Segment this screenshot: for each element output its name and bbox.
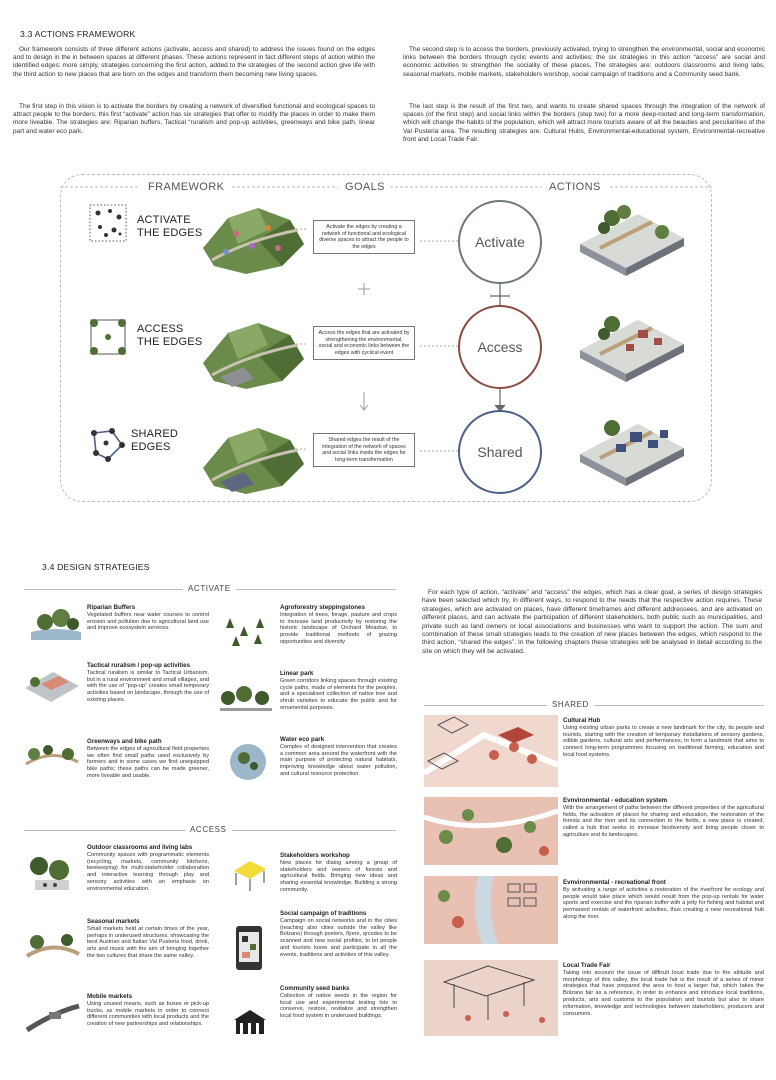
strategy-tactical-ruralism: Tactical ruralism / pop-up activities Tactical ruralism is similar to Tactical Urbanism, but in a rural environment and small villages, and with the use of “pop-up” creates small temporary activities based on landscape, through the use of existing places. bbox=[87, 662, 209, 704]
terrain-map-access bbox=[198, 315, 308, 393]
col-framework-heading: FRAMEWORK bbox=[148, 181, 225, 193]
strategy-outdoor-classrooms: Outdoor classrooms and living labs Community spaces with programmatic elements (recycling, markets, community kitchens, beekeeping) for multi-stakeholder collaboration and interactive learning through play and sensory activities with an emphasis on environmental education. bbox=[87, 844, 209, 893]
design-strategies-intro: For each type of action, “activate” and “access” the edges, which has a clear goal, a series of design strategies have been selected which try, in different ways, to respond to the needs that the respective action requires. These strategies, which are activated on places, have different timeframes and different addressees, and are activated on different places, and can activate the participation of different stakeholders, both public such as municipalities, and private such as land owners or local associations and businesses who want to support the action. The sum and combination of these small strategies leads to the creation of new places between the edges, which respond to the third action, “shared the edges”. In the following chapters these strategies will be analysed in detail according to the site on which they will be activated. bbox=[422, 589, 762, 655]
terrain-map-activate bbox=[198, 200, 308, 278]
strategy-seed-banks: Community seed banks Collection of native seeds in the region for local use and experimental testing lots to conserve, restore, revitalize and strengthen local food system in underused buildings. bbox=[280, 985, 397, 1020]
outdoor-classroom-icon bbox=[25, 852, 81, 896]
recreational-front-image bbox=[424, 876, 558, 944]
section-33-para2: The first step in this vision is to activate the borders by creating a network of diversified functional and ecological spaces to attract people to the borders; this first “activate” action has six strategies that offer to modify the places in order to make them more liveable. The strategies are: Riparian buffers, Tactical “ruralism and pop-up activities, greenways and bike path, linear part and water eco park. bbox=[13, 103, 375, 135]
row3-label: SHARED EDGES bbox=[131, 428, 179, 453]
strategy-recreational-front: Evnvironmental - recreational front By activating a range of activities a restoration of the riverfront for ecology and people would take place which would result from the pop-up rentals for water sports and exercise and the riparian buffer with a jetty for fishing and habitat and permanent rentals of waterfront activities, thus creating a new recreational hub along the river. bbox=[563, 879, 764, 921]
row1-label: ACTIVATE THE EDGES bbox=[137, 214, 203, 239]
col-goals-heading: GOALS bbox=[345, 181, 385, 193]
strategy-cultural-hub: Cultural Hub Using existing urban parks to create a new landmark for the city, its people and tourists, starting with the creation of temporary installations of sensory gardens, edible gardens, cultural arts and performances, to form a landmark that aims to connect long-term programmes focusing on traditional farming, education and local food systems. bbox=[563, 717, 764, 759]
local-trade-fair-image bbox=[424, 960, 558, 1036]
row2-label: ACCESS THE EDGES bbox=[137, 323, 203, 348]
agroforestry-icon bbox=[218, 614, 274, 650]
section-33-para1: Our framework consists of three different actions (activate, access and shared) to address the issues found on the edges and to design in the in between spaces at different phases. These actions represent in fact different steps of action within the identified edges: more simply, strategies concerning the first action, added to the strategies of the second action give life with the third action to new places that are born on the edges and transform them becoming new living spaces. bbox=[13, 46, 375, 78]
action-access-circle: Access bbox=[458, 305, 542, 389]
goal-access: Access the edges that are activated by strengthening the environmental, social and economic links between the edges with cyclical event bbox=[313, 326, 415, 360]
section-33-title: 3.3 ACTIONS FRAMEWORK bbox=[20, 29, 136, 39]
stakeholders-workshop-icon bbox=[228, 853, 272, 893]
strategy-greenways: Greenways and bike path Between the edges of agricultural field properties we often find small paths used exclusively by farmers and in some cases we find unequipped bike paths; these paths can be made greener, more liveable and usable. bbox=[87, 738, 209, 780]
section-33-para4: The last step is the result of the first two, and wants to create shared spaces through the integration of the network of spaces (of the first step) and social links within the borders (step two) for a more deep-rooted and long-term transformation, which will change the habits of the population, which will attract more tourists aware of all the beauties and peculiarities of the Val Pusteria area. The resulting strategies are: Cultural Hubs, Environmental-educational system, Environmental-recreative front and Local Trade Fair. bbox=[403, 103, 765, 143]
activate-heading: ACTIVATE bbox=[183, 584, 236, 593]
linear-park-icon bbox=[218, 684, 274, 716]
strategy-environmental-education: Evnvironmental - education system With the arrangement of paths between the different properties of the agricultural fields, the activation of places for sharing and education, the restoration of the forests and the river and its connection to the fields, a new place is created, called a hub that seeks to increase biodiversity and bring people closer to agriculture and its landscapes. bbox=[563, 797, 764, 839]
cultural-hub-image bbox=[424, 715, 558, 787]
terrain-map-shared bbox=[198, 420, 308, 498]
strategy-seasonal-markets: Seasonal markets Small markets held at certain times of the year, perhaps in underused structures, showcasing the best Austrian and Italian Val Pusteria food, drink, arts and music with the aim of bringing together the two cultures that share the same valley. bbox=[87, 918, 209, 960]
col-actions-heading: ACTIONS bbox=[549, 181, 601, 193]
network-icon-2 bbox=[88, 317, 128, 357]
strategy-agroforestry: Agroforestry steppingstones Integration of trees, forage, pasture and crops to increase land productivity by restoring the historic landscape of Orchard Meadow, to provide traditional methods of grazing opportunities and diversity bbox=[280, 604, 397, 646]
social-campaign-icon bbox=[232, 924, 268, 972]
iso-block-shared bbox=[576, 406, 688, 488]
strategy-mobile-markets: Mobile markets Using unused means, such as buses or pick-up trucks, as mobile markets in order to connect different communities with local products and the creation of new partnerships and relationships. bbox=[87, 993, 209, 1028]
water-eco-park-icon bbox=[228, 742, 268, 782]
strategy-social-campaign: Social campaign of traditions Campaign on social networks and in the cities (reaching also cities outside the valley like Bolzano) through posters, flyers, qrcodes to be scanned and new social profiles, to let people and tourists know and participate in all the events, traditions and activities of this valley. bbox=[280, 910, 397, 959]
seed-bank-icon bbox=[230, 1008, 270, 1038]
shared-heading: SHARED bbox=[547, 700, 594, 709]
network-icon-1 bbox=[88, 203, 128, 243]
section-33-para3: The second step is to access the borders, previously activated, trying to strengthen the environmental, social and economic links between the borders through cyclic events and activities; the six strategies in this action “access” are social and economic activities to strengthen the sociality of these places. The strategies are: outdoors classrooms and living labs, seasonal markets, mobile markets, stakeholders worshop, social campaign of traditions and a Community seed bank. bbox=[403, 46, 765, 78]
network-icon-3 bbox=[88, 425, 128, 465]
seasonal-markets-icon bbox=[25, 926, 81, 966]
strategy-stakeholders-workshop: Stakeholders workshop New places for dialog among a group of stakeholders and owners of forests and agricultural fields. Bringing new ideas and sharing essential knowledge. Building a strong community. bbox=[280, 852, 397, 894]
goal-shared: Shared edges the result of the integration of the network of spaces and social links inside the edges for long-term transformation bbox=[313, 433, 415, 467]
strategy-water-eco-park: Water eco park Complex of designed intervention that creates a common area around the waterfront with the main purpose of protecting natural habitats, improving knowledge about water pollution, and cultural resource protection. bbox=[280, 736, 397, 778]
mobile-markets-icon bbox=[25, 996, 81, 1036]
iso-block-activate bbox=[576, 196, 688, 278]
access-heading: ACCESS bbox=[185, 825, 232, 834]
shared-rule bbox=[424, 705, 764, 706]
iso-block-access bbox=[576, 302, 688, 384]
environmental-education-image bbox=[424, 797, 558, 865]
goal-activate: Activate the edges by creating a network of functional and ecological diverse spaces to attract the people to the edges bbox=[313, 220, 415, 254]
strategy-riparian-buffers: Riparian Buffers Vegetated buffers near water courses to control erosion and pollution due to agricultural land use and improve ecosystem services. bbox=[87, 604, 209, 632]
riparian-buffers-icon bbox=[31, 604, 81, 640]
section-34-title: 3.4 DESIGN STRATEGIES bbox=[42, 562, 150, 572]
strategy-local-trade-fair: Local Trade Fair Taking into account the issue of difficult local trade due to the altitude and morphology of this valley, the local trade fair is the result of a series of minor strategies that have prepared the area to host a larger fair, which takes the Bolzano fair as a reference, in order to enhance and introduce local traditions, products, arts and customs to the population and tourists but also to share information, knowledge and technologies between stakeholders, producers and consumers. bbox=[563, 962, 764, 1018]
strategy-linear-park: Linear park Green corridors linking spaces through existing cycle paths, made of elements for the peoples, and a specialised collection of native tree and shrub varieties to educate the public and for ornamental purposes. bbox=[280, 670, 397, 712]
greenways-icon bbox=[24, 738, 80, 774]
action-shared-circle: Shared bbox=[458, 410, 542, 494]
tactical-ruralism-icon bbox=[23, 664, 81, 704]
action-activate-circle: Activate bbox=[458, 200, 542, 284]
